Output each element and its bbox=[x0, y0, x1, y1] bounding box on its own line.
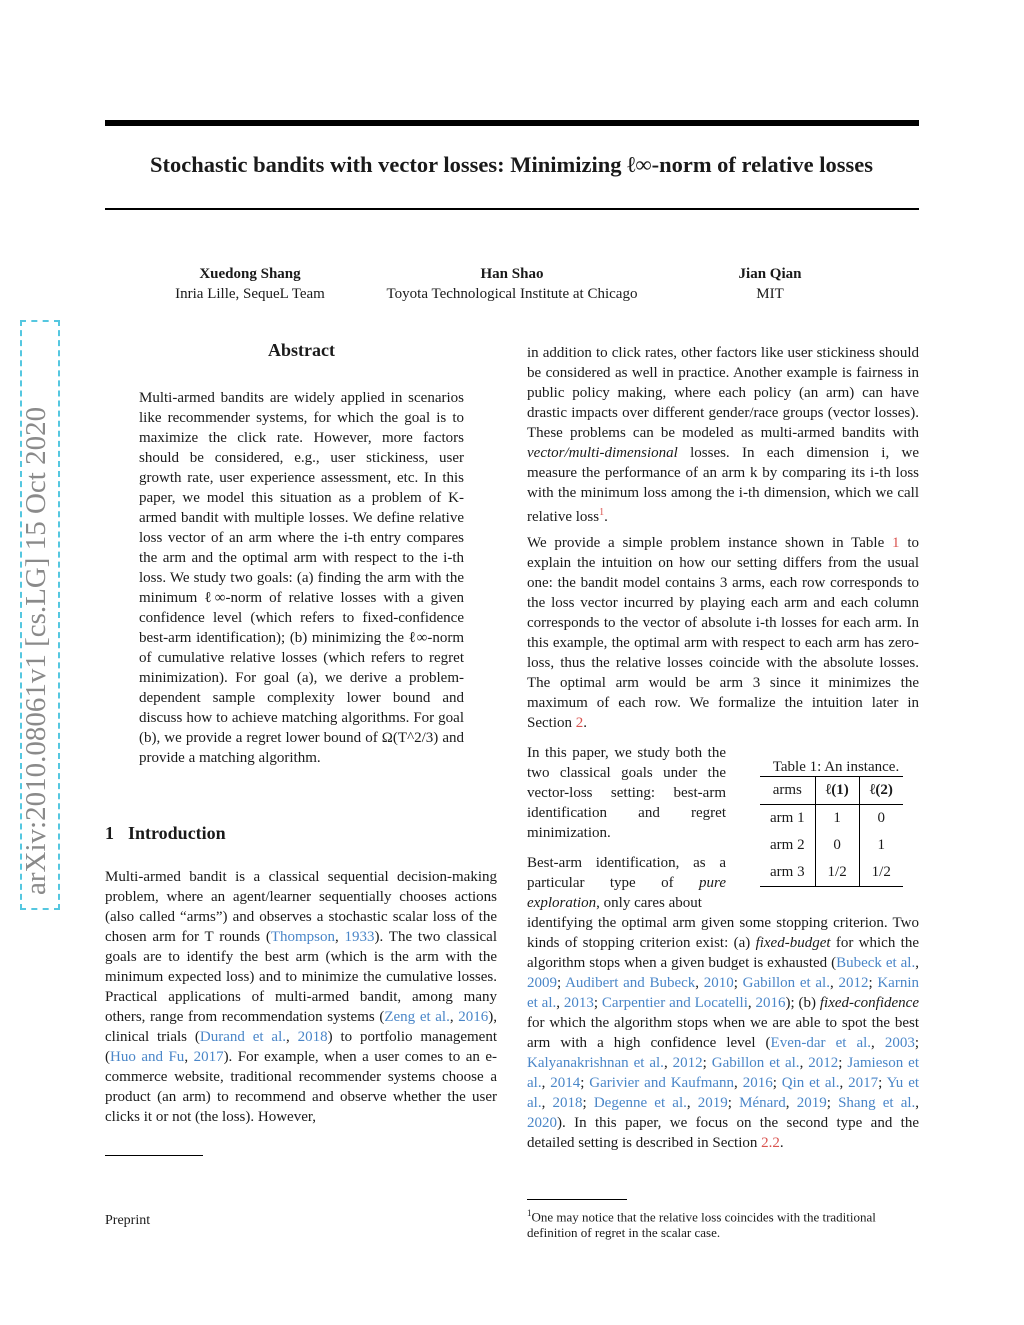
text-run: to explain the intuition on how our setting differs from the usual one: the bandit model contains 3 arms, each row corresponds to the loss vector incurred by playing each arm and each column corresponds to the vector of absolute i-th losses for each arm. In this example, the optimal arm with respect to each arm has zero-loss, thus the relative losses coincide with the absolute losses. The optimal arm would be arm 3 since it minimizes the maximum of each row. We formalize the intuition later in Section bbox=[527, 535, 920, 731]
col2-paragraph-2 bbox=[527, 533, 919, 733]
emphasis: fixed-budget bbox=[755, 935, 831, 951]
section-title: Introduction bbox=[128, 823, 226, 843]
citation-year-link[interactable]: 2018 bbox=[552, 1095, 583, 1111]
citation-year-link[interactable]: 2010 bbox=[703, 975, 734, 991]
citation-year-link[interactable]: 2012 bbox=[838, 975, 869, 991]
citation-link[interactable]: Audibert and Bubeck bbox=[565, 975, 696, 991]
table-cell: 1/2 bbox=[815, 859, 859, 887]
citation-year-link[interactable]: 1933 bbox=[344, 929, 375, 945]
text-run: ); (b) bbox=[785, 995, 820, 1011]
section-number: 1 bbox=[105, 823, 114, 843]
section-ref-link[interactable]: 2.2 bbox=[761, 1135, 780, 1151]
author-1 bbox=[150, 264, 350, 304]
author-name: Xuedong Shang bbox=[199, 266, 301, 282]
footnote-text: One may notice that the relative loss coincides with the traditional definition of regret in the scalar case. bbox=[527, 1209, 876, 1241]
footnote bbox=[527, 1205, 919, 1241]
citation-link[interactable]: Thompson bbox=[270, 929, 335, 945]
table-header-cell: ℓ(2) bbox=[859, 777, 903, 805]
emphasis: fixed-confidence bbox=[819, 995, 919, 1011]
citation-link[interactable]: Zeng et al. bbox=[384, 1009, 450, 1025]
footnote-rule-left bbox=[105, 1155, 203, 1156]
text-run: ). In this paper, we focus on the second type and the detailed setting is described in Section bbox=[527, 1115, 919, 1151]
citation-link[interactable]: Yu et al. bbox=[527, 1075, 920, 1111]
author-affiliation: MIT bbox=[756, 286, 784, 302]
text-run: in addition to click rates, other factors like user stickiness should be considered as well in practice. Another example is fairness in public policy making, where each policy (an arm) can have drastic impacts over different gender/race groups (vector losses). These problems can be modeled as multi-armed bandits with bbox=[527, 345, 919, 441]
instance-table bbox=[760, 776, 903, 887]
text-run: for which the algorithm stops when we are able to spot the best arm with a high confidence level ( bbox=[527, 1015, 919, 1051]
text-run: for which the algorithm stops when a given budget is exhausted ( bbox=[527, 935, 919, 971]
author-name: Jian Qian bbox=[738, 266, 802, 282]
intro-heading bbox=[105, 823, 240, 844]
footnote-rule-right bbox=[527, 1199, 627, 1200]
citation-year-link[interactable]: 2009 bbox=[527, 975, 557, 991]
table-row bbox=[760, 805, 903, 833]
abstract-text bbox=[139, 388, 464, 768]
title-top-rule bbox=[105, 120, 919, 126]
table-caption: Table 1: An instance. bbox=[772, 759, 900, 775]
table-header-cell: ℓ(1) bbox=[815, 777, 859, 805]
intro-paragraph-1: Multi-armed bandit is a classical sequential decision-making problem, where an agent/learner sequentially chooses actions (also called “arms”) and observes a stochastic scalar loss of the chosen arm for T rounds (Thompson, 1933). The two classical goals are to identify the best arm (which is the arm with the minimum expected loss) and to minimize the cumulative losses. Practical applications of multi-armed bandit, among many others, range from recommendation systems (Zeng et al., 2016), clinical trials (Durand et al., 2018) to portfolio management (Huo and Fu, 2017). For example, when a user comes to an e-commerce website, traditional recommender systems choose a product (an arm) to recommend and observe whether the user clicks it or not (the loss). However, bbox=[105, 869, 498, 1125]
title-bottom-rule bbox=[105, 208, 919, 210]
text-run: . bbox=[779, 1135, 784, 1151]
instance-table-wrap bbox=[760, 776, 903, 887]
text-run: losses. In each dimension i, we measure the performance of an arm k by comparing its i-th loss with the minimum loss among the i-th dimension, which we call relative loss bbox=[527, 445, 919, 525]
footnote-mark: 1 bbox=[527, 1208, 532, 1218]
citation-year-link[interactable]: 2016 bbox=[755, 995, 786, 1011]
emphasis: vector/multi-dimensional bbox=[527, 445, 678, 461]
text-run: . bbox=[604, 509, 608, 525]
citation-year-link[interactable]: 2003 bbox=[884, 1035, 915, 1051]
table-row bbox=[760, 859, 903, 887]
citation-year-link[interactable]: 2012 bbox=[808, 1055, 839, 1071]
abstract-body: Multi-armed bandits are widely applied in scenarios like recommender systems, for which the goal is to maximize the click rate. However, more factors should be considered, e.g., user stickiness, user growth rate, user experience assessment, etc. In this paper, we model this situation as a problem of K-armed bandit with multiple losses. We define relative loss vector of an arm where the i-th entry compares the arm and the optimal arm with respect to the i-th loss. We study two goals: (a) finding the arm with the minimum ℓ∞-norm of relative losses with a given confidence level (which refers to fixed-confidence best-arm identification); (b) minimizing the ℓ∞-norm of cumulative relative losses (which refers to regret minimization). For goal (a), we derive a problem-dependent sample complexity lower bound and discuss how to achieve matching algorithms. For goal (b), we provide a regret lower bound of Ω(T^2/3) and provide a matching algorithm. bbox=[139, 390, 464, 766]
table-header-row bbox=[760, 777, 903, 805]
table-cell: arm 2 bbox=[760, 832, 815, 859]
citation-link[interactable]: Degenne et al. bbox=[593, 1095, 687, 1111]
col2-paragraph-4 bbox=[527, 853, 726, 913]
citation-year-link[interactable]: 2020 bbox=[527, 1115, 557, 1131]
citation-link[interactable]: Qin et al. bbox=[781, 1075, 840, 1091]
citation-link[interactable]: Even-dar et al. bbox=[770, 1035, 872, 1051]
text-run: ). The two classical goals are to identify the best arm (which is the arm with the minimum expected loss) and to minimize the cumulative losses. Practical applications of multi-armed bandit, among many others, range from recommendation systems ( bbox=[105, 929, 497, 1025]
section-ref-link[interactable]: 2 bbox=[575, 715, 584, 731]
citation-link[interactable]: Kalyanakrishnan et al. bbox=[527, 1055, 664, 1071]
citation-year-link[interactable]: 2017 bbox=[848, 1075, 879, 1091]
author-3 bbox=[705, 264, 835, 304]
author-affiliation: Inria Lille, SequeL Team bbox=[175, 286, 325, 302]
citation-link[interactable]: Jamieson et al. bbox=[527, 1055, 919, 1091]
citation-year-link[interactable]: 2016 bbox=[458, 1009, 489, 1025]
citation-year-link[interactable]: 2013 bbox=[563, 995, 594, 1011]
citation-link[interactable]: Shang et al. bbox=[838, 1095, 916, 1111]
table-row bbox=[760, 832, 903, 859]
table-ref-link[interactable]: 1 bbox=[892, 535, 900, 551]
text-run: , only cares about bbox=[596, 895, 702, 911]
citation-link[interactable]: Gabillon et al. bbox=[711, 1055, 800, 1071]
table-cell: arm 1 bbox=[760, 805, 815, 833]
text-run: ), clinical trials ( bbox=[105, 1009, 497, 1045]
text-run: identifying the optimal arm given some stopping criterion. Two kinds of stopping criterion exist: (a) bbox=[527, 915, 919, 951]
table-cell: 1 bbox=[815, 805, 859, 833]
citation-link[interactable]: Garivier and Kaufmann bbox=[589, 1075, 735, 1091]
footnote-ref[interactable]: 1 bbox=[599, 507, 605, 518]
citation-link[interactable]: Bubeck et al. bbox=[836, 955, 916, 971]
author-2 bbox=[362, 264, 662, 304]
footer-preprint: Preprint bbox=[105, 1213, 151, 1228]
citation-year-link[interactable]: 2016 bbox=[742, 1075, 773, 1091]
table-cell: arm 3 bbox=[760, 859, 815, 887]
text-run: We provide a simple problem instance shown in Table bbox=[527, 535, 893, 551]
text-run: ). For example, when a user comes to an e-commerce website, traditional recommender systems choose a product (an arm) to recommend and observe whether the user clicks it or not (the loss). However, bbox=[105, 1049, 498, 1125]
citation-year-link[interactable]: 2012 bbox=[672, 1055, 703, 1071]
arxiv-stamp: arXiv:2010.08061v1 [cs.LG] 15 Oct 2020 bbox=[20, 406, 52, 895]
table-header-cell: arms bbox=[760, 777, 815, 805]
text-run: . bbox=[583, 715, 587, 731]
citation-year-link[interactable]: 2019 bbox=[697, 1095, 728, 1111]
citation-link[interactable]: Gabillon et al. bbox=[742, 975, 830, 991]
text-run: Multi-armed bandit is a classical sequential decision-making problem, where an agent/learner sequentially chooses actions (also called “arms”) and observes a stochastic scalar loss of the chosen arm for T rounds ( bbox=[105, 869, 497, 945]
text-run: ) to portfolio management ( bbox=[105, 1029, 498, 1065]
citation-year-link[interactable]: 2018 bbox=[297, 1029, 328, 1045]
author-name: Han Shao bbox=[480, 266, 544, 282]
abstract-heading: Abstract bbox=[268, 340, 335, 360]
emphasis: pure exploration bbox=[527, 875, 726, 911]
col2-paragraph-1 bbox=[527, 343, 919, 527]
text-run: In this paper, we study both the two classical goals under the vector-loss setting: best-arm identification and regret minimization. bbox=[527, 745, 726, 841]
col2-paragraph-3 bbox=[527, 743, 726, 843]
citation-link[interactable]: Carpentier and Locatelli bbox=[601, 995, 748, 1011]
citation-link[interactable]: Karnin et al. bbox=[527, 975, 919, 1011]
citation-link[interactable]: Durand et al. bbox=[199, 1029, 286, 1045]
text-run: Best-arm identification, as a particular type of bbox=[527, 855, 726, 891]
author-affiliation: Toyota Technological Institute at Chicago bbox=[386, 286, 638, 302]
citation-link[interactable]: Huo and Fu bbox=[110, 1049, 185, 1065]
table-cell: 0 bbox=[877, 810, 886, 826]
citation-year-link[interactable]: 2017 bbox=[193, 1049, 224, 1065]
citation-link[interactable]: Ménard bbox=[739, 1095, 786, 1111]
citation-year-link[interactable]: 2014 bbox=[550, 1075, 581, 1091]
table-cell: 1/2 bbox=[859, 859, 903, 887]
col2-paragraph-5: identifying the optimal arm given some stopping criterion. Two kinds of stopping criterion exist: (a) fixed-budget for which the algorithm stops when a given budget is exhausted (Bubeck et al., 2009; Audibert and Bubeck, 2010; Gabillon et al., 2012; Karnin et al., 2013; Carpentier and Locatelli, 2016); (b) fixed-confidence for which the algorithm stops when we are able to spot the best arm with a high confidence level (Even-dar et al., 2003; Kalyanakrishnan et al., 2012; Gabillon et al., 2012; Jamieson et al., 2014; Garivier and Kaufmann, 2016; Qin et al., 2017; Yu et al., 2018; Degenne et al., 2019; Ménard, 2019; Shang et al., 2020). In this paper, we focus on the second type and the detailed setting is described in Section 2.2. bbox=[527, 915, 920, 1151]
paper-title: Stochastic bandits with vector losses: Minimizing ℓ∞-norm of relative losses bbox=[150, 152, 873, 177]
citation-year-link[interactable]: 2019 bbox=[796, 1095, 827, 1111]
table-cell: 0 bbox=[815, 832, 859, 859]
table-cell: 1 bbox=[877, 837, 886, 853]
